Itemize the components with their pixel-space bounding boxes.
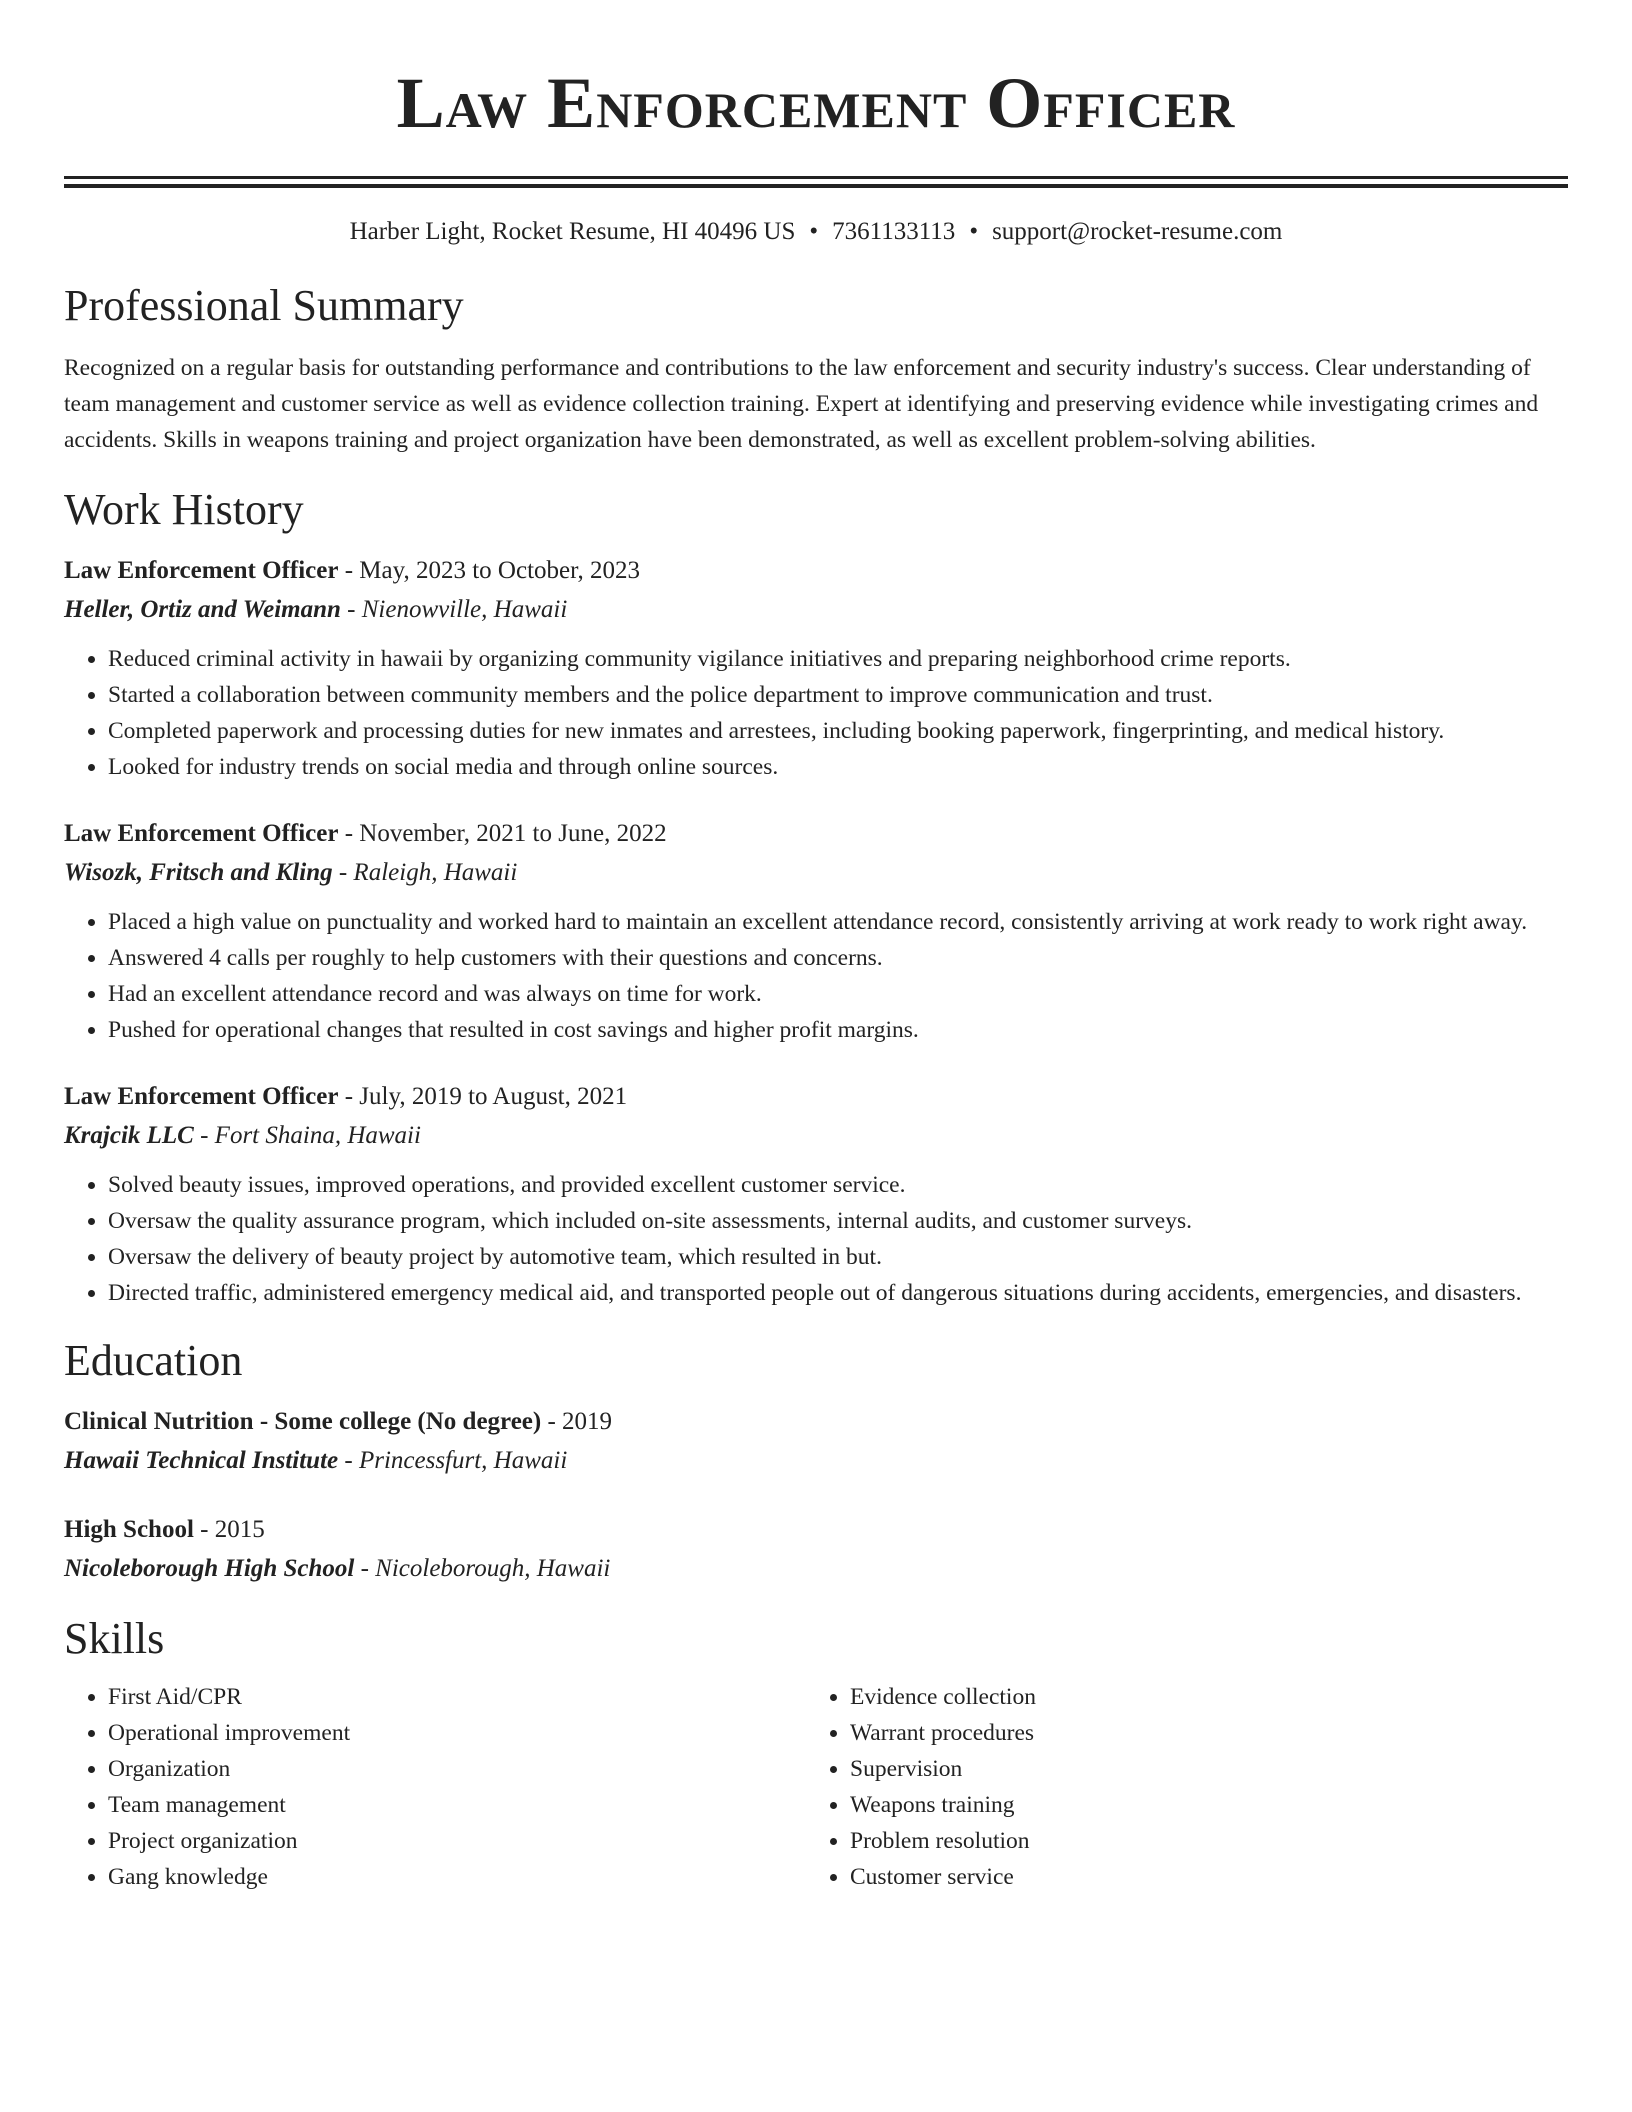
work-history-heading: Work History	[64, 485, 304, 534]
skill-item: • Organization	[108, 1751, 806, 1787]
skill-item: • Warrant procedures	[850, 1715, 1548, 1751]
summary-heading: Professional Summary	[64, 281, 464, 330]
skill-item: • Project organization	[108, 1823, 806, 1859]
school-location: - Nicoleborough, Hawaii	[354, 1555, 611, 1582]
employer-location: - Raleigh, Hawaii	[332, 859, 518, 886]
education-heading: Education	[64, 1336, 243, 1385]
degree-name: High School	[64, 1516, 194, 1543]
employer-line	[64, 853, 1568, 893]
job-bullet: • Pushed for operational changes that resulted in cost savings and higher profit margins.	[108, 1012, 1568, 1048]
job-title: Law Enforcement Officer	[64, 1083, 339, 1110]
skill-item: • Team management	[108, 1787, 806, 1823]
contact-phone: 7361133113	[832, 218, 956, 245]
skills-heading: Skills	[64, 1614, 165, 1663]
school-line	[64, 1549, 1568, 1589]
job-bullets	[64, 1167, 1568, 1311]
skill-item: • Evidence collection	[850, 1679, 1548, 1715]
degree-year: - 2019	[541, 1408, 613, 1435]
job-bullet: • Oversaw the quality assurance program, which included on-site assessments, internal audits, and customer surveys.	[108, 1203, 1568, 1239]
employer-location: - Nienowville, Hawaii	[340, 596, 568, 623]
employer-name: Krajcik LLC	[64, 1122, 194, 1149]
degree-line	[64, 1511, 1568, 1549]
contact-separator: •	[969, 218, 979, 245]
education-entry	[64, 1511, 1568, 1589]
employer-line	[64, 1116, 1568, 1156]
job-bullet: • Oversaw the delivery of beauty project by automotive team, which resulted in but.	[108, 1239, 1568, 1275]
job-entry	[64, 815, 1568, 1048]
contact-address: Harber Light, Rocket Resume, HI 40496 US	[349, 218, 796, 245]
job-bullet: • Started a collaboration between community members and the police department to improve communication and trust.	[108, 677, 1568, 713]
school-name: Hawaii Technical Institute	[64, 1447, 339, 1474]
job-bullet: • Solved beauty issues, improved operations, and provided excellent customer service.	[108, 1167, 1568, 1203]
job-title-line	[64, 1078, 1568, 1116]
job-bullet: • Looked for industry trends on social media and through online sources.	[108, 749, 1568, 785]
summary-text: Recognized on a regular basis for outstanding performance and contributions to the law enforcement and security industry's success. Clear understanding of team management and customer service as well as evidence collection training. Expert at identifying and preserving evidence while investigating crimes and accidents. Skills in weapons training and project organization have been demonstrated, as well as excellent problem-solving abilities.	[64, 355, 1539, 453]
skill-item: • Customer service	[850, 1859, 1548, 1895]
skill-item: • Operational improvement	[108, 1715, 806, 1751]
job-title: Law Enforcement Officer	[64, 820, 339, 847]
job-bullet: • Completed paperwork and processing duties for new inmates and arrestees, including booking paperwork, fingerprinting, and medical history.	[108, 713, 1568, 749]
education-entry	[64, 1403, 1568, 1481]
job-bullet: • Directed traffic, administered emergency medical aid, and transported people out of dangerous situations during accidents, emergencies, and disasters.	[108, 1275, 1568, 1311]
degree-name: Clinical Nutrition - Some college (No degree)	[64, 1408, 542, 1435]
school-name: Nicoleborough High School	[64, 1555, 355, 1582]
skills-grid	[64, 1679, 1568, 1895]
skill-item: • Weapons training	[850, 1787, 1548, 1823]
employer-name: Heller, Ortiz and Weimann	[64, 596, 341, 623]
contact-line	[64, 214, 1568, 250]
skill-item: • Supervision	[850, 1751, 1548, 1787]
school-line	[64, 1441, 1568, 1481]
job-dates: - November, 2021 to June, 2022	[338, 820, 667, 847]
job-bullet: • Reduced criminal activity in hawaii by organizing community vigilance initiatives and preparing neighborhood crime reports.	[108, 641, 1568, 677]
job-bullet: • Placed a high value on punctuality and worked hard to maintain an excellent attendance record, consistently arriving at work ready to work right away.	[108, 904, 1568, 940]
contact-email: support@rocket-resume.com	[992, 218, 1283, 245]
title-double-rule	[64, 176, 1568, 188]
job-entry	[64, 552, 1568, 785]
employer-location: - Fort Shaina, Hawaii	[193, 1122, 421, 1149]
employer-name: Wisozk, Fritsch and Kling	[64, 859, 333, 886]
job-title-line	[64, 815, 1568, 853]
job-bullets	[64, 641, 1568, 785]
job-bullet: • Had an excellent attendance record and was always on time for work.	[108, 976, 1568, 1012]
degree-year: - 2015	[193, 1516, 265, 1543]
skill-item: • Problem resolution	[850, 1823, 1548, 1859]
contact-separator: •	[809, 218, 819, 245]
skill-item: • Gang knowledge	[108, 1859, 806, 1895]
resume-title: Law Enforcement Officer	[396, 63, 1236, 143]
skills-column-right	[806, 1679, 1548, 1895]
skills-column-left	[64, 1679, 806, 1895]
job-entry	[64, 1078, 1568, 1311]
job-bullets	[64, 904, 1568, 1048]
degree-line	[64, 1403, 1568, 1441]
school-location: - Princessfurt, Hawaii	[338, 1447, 568, 1474]
job-title: Law Enforcement Officer	[64, 557, 339, 584]
employer-line	[64, 590, 1568, 630]
job-dates: - May, 2023 to October, 2023	[338, 557, 640, 584]
job-dates: - July, 2019 to August, 2021	[338, 1083, 628, 1110]
job-bullet: • Answered 4 calls per roughly to help customers with their questions and concerns.	[108, 940, 1568, 976]
job-title-line	[64, 552, 1568, 590]
skill-item: • First Aid/CPR	[108, 1679, 806, 1715]
